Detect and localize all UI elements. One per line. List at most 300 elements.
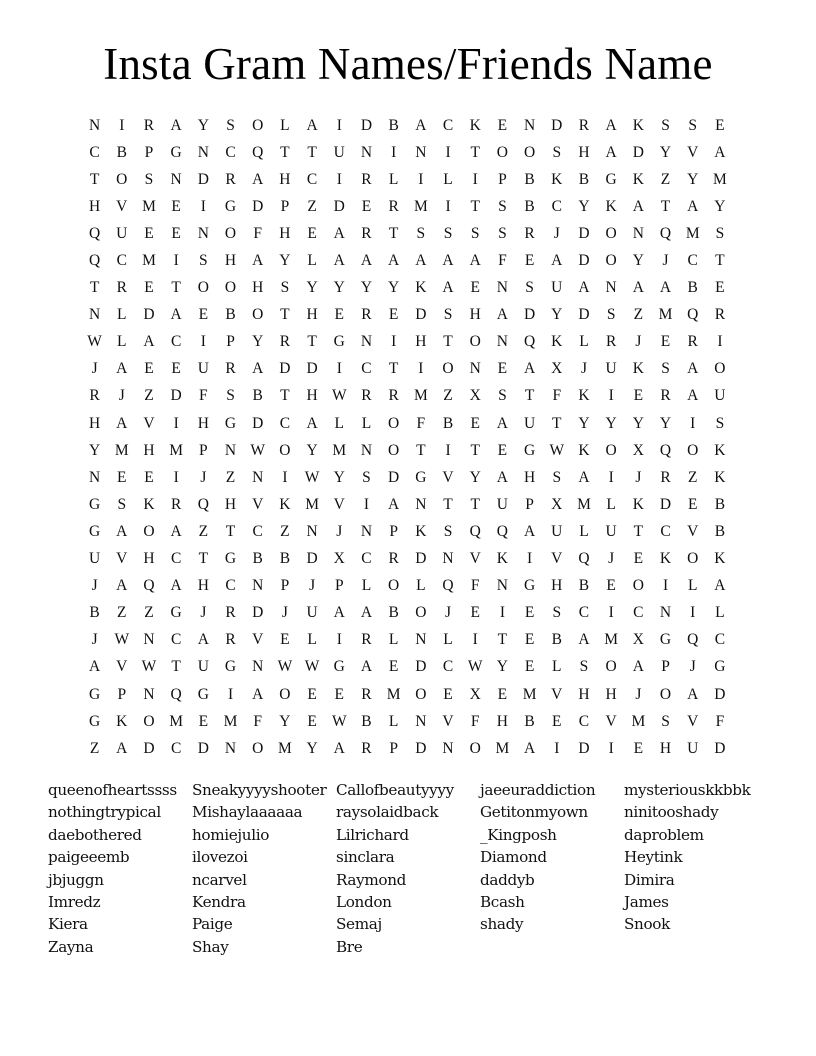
grid-letter[interactable]: G xyxy=(224,658,237,676)
grid-letter[interactable]: L xyxy=(443,631,453,649)
grid-letter[interactable]: T xyxy=(280,143,290,161)
grid-letter[interactable]: C xyxy=(361,550,372,568)
grid-letter[interactable]: R xyxy=(225,604,236,622)
grid-letter[interactable]: G xyxy=(605,170,617,188)
grid-letter[interactable]: S xyxy=(362,468,371,486)
grid-letter[interactable]: D xyxy=(197,739,209,757)
grid-letter[interactable]: V xyxy=(442,712,454,730)
grid-letter[interactable]: I xyxy=(527,550,533,568)
grid-letter[interactable]: E xyxy=(470,604,480,622)
grid-letter[interactable]: Y xyxy=(687,170,699,188)
grid-letter[interactable]: R xyxy=(660,387,671,405)
grid-letter[interactable]: I xyxy=(336,631,342,649)
grid-letter[interactable]: C xyxy=(442,658,454,676)
grid-letter[interactable]: E xyxy=(687,495,698,513)
grid-letter[interactable]: G xyxy=(88,712,101,730)
grid-letter[interactable]: I xyxy=(690,414,696,432)
grid-letter[interactable]: K xyxy=(714,441,726,459)
grid-letter[interactable]: B xyxy=(551,631,562,649)
grid-letter[interactable]: R xyxy=(388,197,399,215)
grid-letter[interactable]: K xyxy=(143,495,155,513)
grid-letter[interactable]: S xyxy=(117,495,127,513)
grid-letter[interactable]: H xyxy=(605,685,617,703)
grid-letter[interactable]: N xyxy=(88,306,101,324)
grid-letter[interactable]: V xyxy=(551,685,563,703)
grid-letter[interactable]: C xyxy=(306,170,318,188)
grid-letter[interactable]: I xyxy=(608,387,614,405)
grid-letter[interactable]: O xyxy=(659,685,672,703)
grid-letter[interactable]: J xyxy=(309,577,316,595)
grid-letter[interactable]: Y xyxy=(306,441,318,459)
grid-letter[interactable]: N xyxy=(496,279,508,297)
grid-letter[interactable]: U xyxy=(551,522,563,540)
grid-letter[interactable]: Y xyxy=(659,143,672,161)
grid-letter[interactable]: N xyxy=(415,712,427,730)
grid-letter[interactable]: J xyxy=(635,333,642,351)
grid-letter[interactable]: S xyxy=(199,252,208,270)
grid-letter[interactable]: S xyxy=(226,116,235,134)
grid-letter[interactable]: A xyxy=(306,414,318,432)
grid-letter[interactable]: H xyxy=(143,441,155,459)
grid-letter[interactable]: F xyxy=(470,577,480,595)
grid-letter[interactable]: E xyxy=(524,604,535,622)
grid-letter[interactable]: W xyxy=(549,441,565,459)
grid-letter[interactable]: O xyxy=(605,441,617,459)
grid-letter[interactable]: E xyxy=(307,224,317,242)
grid-letter[interactable]: U xyxy=(714,387,726,405)
grid-letter[interactable]: J xyxy=(689,658,696,676)
grid-letter[interactable]: A xyxy=(170,522,182,540)
grid-letter[interactable]: Z xyxy=(443,387,453,405)
grid-letter[interactable]: E xyxy=(524,252,535,270)
grid-letter[interactable]: L xyxy=(552,658,562,676)
grid-letter[interactable]: O xyxy=(632,577,644,595)
grid-letter[interactable]: A xyxy=(116,522,128,540)
grid-letter[interactable]: I xyxy=(119,116,125,134)
grid-letter[interactable]: N xyxy=(442,739,454,757)
grid-letter[interactable]: T xyxy=(524,387,535,405)
grid-letter[interactable]: L xyxy=(606,495,616,513)
grid-letter[interactable]: O xyxy=(605,252,617,270)
grid-letter[interactable]: A xyxy=(116,360,128,378)
grid-letter[interactable]: I xyxy=(336,116,342,134)
grid-letter[interactable]: R xyxy=(225,360,236,378)
grid-letter[interactable]: X xyxy=(469,387,481,405)
grid-letter[interactable]: C xyxy=(225,143,236,161)
grid-letter[interactable]: C xyxy=(442,116,454,134)
grid-letter[interactable]: Z xyxy=(225,468,236,486)
grid-letter[interactable]: E xyxy=(497,360,508,378)
grid-letter[interactable]: B xyxy=(116,143,127,161)
grid-letter[interactable]: R xyxy=(116,279,127,297)
grid-letter[interactable]: E xyxy=(606,577,616,595)
grid-letter[interactable]: A xyxy=(687,360,699,378)
grid-letter[interactable]: L xyxy=(388,631,399,649)
grid-letter[interactable]: V xyxy=(143,414,155,432)
grid-letter[interactable]: I xyxy=(608,468,614,486)
grid-letter[interactable]: F xyxy=(498,252,507,270)
grid-letter[interactable]: A xyxy=(442,279,454,297)
grid-letter[interactable]: Y xyxy=(714,197,726,215)
grid-letter[interactable]: Y xyxy=(197,116,209,134)
grid-letter[interactable]: N xyxy=(306,522,318,540)
grid-letter[interactable]: A xyxy=(605,116,617,134)
grid-letter[interactable]: P xyxy=(334,577,344,595)
grid-letter[interactable]: I xyxy=(717,333,723,351)
grid-letter[interactable]: N xyxy=(252,468,264,486)
grid-letter[interactable]: K xyxy=(632,170,644,188)
grid-letter[interactable]: C xyxy=(170,739,182,757)
grid-letter[interactable]: A xyxy=(523,360,536,378)
grid-letter[interactable]: U xyxy=(496,495,508,513)
grid-letter[interactable]: Q xyxy=(687,306,699,324)
grid-letter[interactable]: V xyxy=(333,495,345,513)
grid-letter[interactable]: O xyxy=(388,577,400,595)
grid-letter[interactable]: P xyxy=(389,739,398,757)
grid-letter[interactable]: E xyxy=(470,279,480,297)
grid-letter[interactable]: K xyxy=(632,495,644,513)
grid-letter[interactable]: Z xyxy=(198,522,209,540)
grid-letter[interactable]: L xyxy=(280,116,290,134)
grid-letter[interactable]: M xyxy=(278,739,292,757)
grid-letter[interactable]: J xyxy=(91,360,98,378)
grid-letter[interactable]: I xyxy=(173,252,179,270)
grid-letter[interactable]: E xyxy=(334,685,345,703)
grid-letter[interactable]: H xyxy=(197,577,209,595)
grid-letter[interactable]: B xyxy=(714,522,726,540)
grid-letter[interactable]: Q xyxy=(170,685,182,703)
grid-letter[interactable]: R xyxy=(388,550,399,568)
grid-letter[interactable]: K xyxy=(605,197,617,215)
grid-letter[interactable]: Z xyxy=(89,739,100,757)
grid-letter[interactable]: D xyxy=(143,739,155,757)
grid-letter[interactable]: O xyxy=(442,360,454,378)
grid-letter[interactable]: Q xyxy=(687,631,699,649)
grid-letter[interactable]: I xyxy=(391,143,397,161)
grid-letter[interactable]: S xyxy=(280,279,290,297)
grid-letter[interactable]: C xyxy=(633,604,644,622)
grid-letter[interactable]: E xyxy=(198,712,209,730)
grid-letter[interactable]: N xyxy=(252,658,264,676)
grid-letter[interactable]: D xyxy=(714,739,726,757)
grid-letter[interactable]: E xyxy=(524,658,535,676)
grid-letter[interactable]: I xyxy=(472,631,478,649)
grid-letter[interactable]: O xyxy=(714,360,726,378)
grid-letter[interactable]: B xyxy=(252,387,263,405)
grid-letter[interactable]: M xyxy=(685,224,700,242)
grid-letter[interactable]: A xyxy=(687,197,699,215)
grid-letter[interactable]: C xyxy=(279,414,291,432)
grid-letter[interactable]: U xyxy=(551,279,563,297)
grid-letter[interactable]: F xyxy=(470,712,480,730)
grid-letter[interactable]: D xyxy=(578,306,590,324)
grid-letter[interactable]: G xyxy=(523,577,536,595)
grid-letter[interactable]: K xyxy=(415,279,427,297)
grid-letter[interactable]: Z xyxy=(144,387,154,405)
grid-letter[interactable]: T xyxy=(470,441,480,459)
grid-letter[interactable]: V xyxy=(687,712,699,730)
grid-letter[interactable]: T xyxy=(307,333,317,351)
grid-letter[interactable]: J xyxy=(91,577,98,595)
grid-letter[interactable]: H xyxy=(279,170,291,188)
grid-letter[interactable]: Q xyxy=(578,550,590,568)
grid-letter[interactable]: W xyxy=(331,712,347,730)
grid-letter[interactable]: U xyxy=(605,522,617,540)
grid-letter[interactable]: K xyxy=(551,333,563,351)
grid-letter[interactable]: D xyxy=(578,739,590,757)
grid-letter[interactable]: N xyxy=(224,739,237,757)
grid-letter[interactable]: H xyxy=(659,739,672,757)
grid-letter[interactable]: T xyxy=(280,306,290,324)
grid-letter[interactable]: B xyxy=(524,197,535,215)
grid-letter[interactable]: R xyxy=(687,333,698,351)
grid-letter[interactable]: S xyxy=(226,387,235,405)
grid-letter[interactable]: I xyxy=(282,468,288,486)
grid-letter[interactable]: I xyxy=(227,685,234,703)
grid-letter[interactable]: S xyxy=(470,224,480,242)
grid-letter[interactable]: M xyxy=(169,441,184,459)
grid-letter[interactable]: M xyxy=(577,495,591,513)
grid-letter[interactable]: M xyxy=(604,631,619,649)
grid-letter[interactable]: T xyxy=(89,170,100,188)
grid-letter[interactable]: L xyxy=(361,577,372,595)
grid-letter[interactable]: C xyxy=(170,631,182,649)
grid-letter[interactable]: D xyxy=(197,170,209,188)
grid-letter[interactable]: I xyxy=(363,495,370,513)
grid-letter[interactable]: P xyxy=(144,143,154,161)
grid-letter[interactable]: M xyxy=(169,712,184,730)
grid-letter[interactable]: Y xyxy=(306,279,318,297)
grid-letter[interactable]: I xyxy=(173,414,179,432)
grid-letter[interactable]: O xyxy=(279,685,291,703)
grid-letter[interactable]: K xyxy=(415,522,427,540)
grid-letter[interactable]: E xyxy=(524,631,535,649)
grid-letter[interactable]: S xyxy=(661,116,670,134)
grid-letter[interactable]: S xyxy=(416,224,426,242)
grid-letter[interactable]: B xyxy=(578,170,590,188)
grid-letter[interactable]: N xyxy=(252,577,264,595)
grid-letter[interactable]: V xyxy=(687,522,699,540)
grid-letter[interactable]: N xyxy=(170,170,182,188)
grid-letter[interactable]: T xyxy=(171,279,181,297)
grid-letter[interactable]: C xyxy=(551,197,562,215)
grid-letter[interactable]: I xyxy=(445,143,451,161)
grid-letter[interactable]: C xyxy=(252,522,263,540)
grid-letter[interactable]: M xyxy=(332,441,347,459)
grid-letter[interactable]: A xyxy=(252,252,264,270)
grid-letter[interactable]: Q xyxy=(469,522,481,540)
grid-letter[interactable]: Z xyxy=(660,170,671,188)
grid-letter[interactable]: Z xyxy=(633,306,644,324)
grid-letter[interactable]: N xyxy=(632,224,644,242)
grid-letter[interactable]: E xyxy=(171,197,181,215)
grid-letter[interactable]: C xyxy=(660,522,671,540)
grid-letter[interactable]: O xyxy=(197,279,209,297)
grid-letter[interactable]: U xyxy=(687,739,699,757)
grid-letter[interactable]: B xyxy=(361,712,372,730)
grid-letter[interactable]: T xyxy=(89,279,100,297)
grid-letter[interactable]: N xyxy=(143,631,155,649)
grid-letter[interactable]: J xyxy=(200,468,207,486)
grid-letter[interactable]: K xyxy=(279,495,291,513)
grid-letter[interactable]: D xyxy=(306,550,318,568)
grid-letter[interactable]: H xyxy=(306,387,318,405)
grid-letter[interactable]: V xyxy=(116,658,128,676)
grid-letter[interactable]: I xyxy=(418,360,424,378)
grid-letter[interactable]: H xyxy=(496,712,508,730)
grid-letter[interactable]: A xyxy=(197,631,209,649)
grid-letter[interactable]: W xyxy=(141,658,157,676)
grid-letter[interactable]: I xyxy=(554,739,560,757)
grid-letter[interactable]: P xyxy=(226,333,235,351)
grid-letter[interactable]: A xyxy=(632,197,644,215)
grid-letter[interactable]: A xyxy=(551,252,563,270)
grid-letter[interactable]: H xyxy=(523,468,536,486)
grid-letter[interactable]: Q xyxy=(88,224,101,242)
grid-letter[interactable]: E xyxy=(443,685,453,703)
grid-letter[interactable]: P xyxy=(661,658,670,676)
grid-letter[interactable]: C xyxy=(578,604,590,622)
grid-letter[interactable]: T xyxy=(388,224,399,242)
grid-letter[interactable]: K xyxy=(578,441,590,459)
grid-letter[interactable]: E xyxy=(144,224,154,242)
grid-letter[interactable]: J xyxy=(200,604,207,622)
grid-letter[interactable]: D xyxy=(415,306,427,324)
grid-letter[interactable]: S xyxy=(579,658,589,676)
grid-letter[interactable]: T xyxy=(307,143,317,161)
grid-letter[interactable]: J xyxy=(118,387,125,405)
grid-letter[interactable]: K xyxy=(116,712,128,730)
grid-letter[interactable]: H xyxy=(197,414,209,432)
grid-letter[interactable]: I xyxy=(445,197,451,215)
grid-letter[interactable]: D xyxy=(415,739,427,757)
grid-letter[interactable]: Y xyxy=(632,414,644,432)
grid-letter[interactable]: K xyxy=(659,550,672,568)
grid-letter[interactable]: H xyxy=(469,306,481,324)
grid-letter[interactable]: N xyxy=(415,631,427,649)
grid-letter[interactable]: E xyxy=(117,468,127,486)
grid-letter[interactable]: B xyxy=(578,577,590,595)
grid-letter[interactable]: I xyxy=(662,577,669,595)
grid-letter[interactable]: W xyxy=(304,468,320,486)
grid-letter[interactable]: B xyxy=(388,116,399,134)
grid-letter[interactable]: S xyxy=(552,468,562,486)
grid-letter[interactable]: E xyxy=(660,333,671,351)
grid-letter[interactable]: C xyxy=(578,712,590,730)
grid-letter[interactable]: Q xyxy=(523,333,536,351)
grid-letter[interactable]: A xyxy=(333,224,345,242)
grid-letter[interactable]: W xyxy=(250,441,266,459)
grid-letter[interactable]: I xyxy=(445,441,451,459)
grid-letter[interactable]: S xyxy=(498,387,507,405)
grid-letter[interactable]: F xyxy=(552,387,562,405)
grid-letter[interactable]: E xyxy=(280,631,290,649)
grid-letter[interactable]: S xyxy=(606,306,616,324)
grid-letter[interactable]: D xyxy=(551,116,563,134)
grid-letter[interactable]: A xyxy=(415,116,427,134)
grid-letter[interactable]: Y xyxy=(605,414,617,432)
grid-letter[interactable]: A xyxy=(523,739,536,757)
grid-letter[interactable]: U xyxy=(116,224,128,242)
grid-letter[interactable]: G xyxy=(224,197,237,215)
grid-letter[interactable]: W xyxy=(114,631,130,649)
grid-letter[interactable]: O xyxy=(469,333,481,351)
grid-letter[interactable]: X xyxy=(632,441,644,459)
grid-letter[interactable]: A xyxy=(632,279,644,297)
grid-letter[interactable]: K xyxy=(632,360,644,378)
grid-letter[interactable]: L xyxy=(388,712,399,730)
grid-letter[interactable]: I xyxy=(608,604,614,622)
grid-letter[interactable]: Y xyxy=(659,414,672,432)
grid-letter[interactable]: Q xyxy=(252,143,264,161)
grid-letter[interactable]: S xyxy=(661,360,670,378)
grid-letter[interactable]: N xyxy=(143,685,155,703)
grid-letter[interactable]: L xyxy=(579,522,589,540)
grid-letter[interactable]: K xyxy=(714,468,726,486)
grid-letter[interactable]: D xyxy=(415,658,427,676)
grid-letter[interactable]: H xyxy=(143,550,155,568)
grid-letter[interactable]: A xyxy=(360,252,373,270)
grid-letter[interactable]: J xyxy=(580,360,587,378)
grid-letter[interactable]: L xyxy=(334,414,345,432)
grid-letter[interactable]: A xyxy=(578,468,590,486)
grid-letter[interactable]: N xyxy=(360,333,373,351)
grid-letter[interactable]: L xyxy=(579,333,589,351)
grid-letter[interactable]: C xyxy=(170,333,182,351)
grid-letter[interactable]: O xyxy=(279,441,291,459)
grid-letter[interactable]: E xyxy=(552,712,562,730)
grid-letter[interactable]: T xyxy=(633,522,644,540)
grid-letter[interactable]: J xyxy=(91,631,98,649)
grid-letter[interactable]: Y xyxy=(252,333,264,351)
grid-letter[interactable]: Z xyxy=(687,468,698,486)
grid-letter[interactable]: Y xyxy=(578,197,590,215)
grid-letter[interactable]: N xyxy=(224,441,237,459)
grid-letter[interactable]: E xyxy=(171,360,181,378)
grid-letter[interactable]: H xyxy=(578,685,590,703)
grid-letter[interactable]: L xyxy=(307,631,317,649)
grid-letter[interactable]: N xyxy=(360,441,373,459)
grid-letter[interactable]: M xyxy=(305,495,319,513)
grid-letter[interactable]: O xyxy=(388,441,400,459)
grid-letter[interactable]: K xyxy=(469,116,481,134)
grid-letter[interactable]: A xyxy=(170,577,182,595)
grid-letter[interactable]: E xyxy=(198,306,209,324)
grid-letter[interactable]: M xyxy=(631,712,646,730)
grid-letter[interactable]: C xyxy=(361,360,372,378)
grid-letter[interactable]: C xyxy=(116,252,127,270)
grid-letter[interactable]: K xyxy=(714,550,726,568)
grid-letter[interactable]: Y xyxy=(88,441,101,459)
grid-letter[interactable]: T xyxy=(660,197,671,215)
grid-letter[interactable]: G xyxy=(224,550,237,568)
grid-letter[interactable]: Y xyxy=(578,414,590,432)
grid-letter[interactable]: F xyxy=(253,224,263,242)
grid-letter[interactable]: D xyxy=(632,143,644,161)
grid-letter[interactable]: M xyxy=(142,197,156,215)
grid-letter[interactable]: D xyxy=(415,550,427,568)
grid-letter[interactable]: Q xyxy=(496,522,508,540)
grid-letter[interactable]: B xyxy=(524,170,535,188)
grid-letter[interactable]: E xyxy=(171,224,181,242)
grid-letter[interactable]: R xyxy=(605,333,617,351)
grid-letter[interactable]: D xyxy=(714,685,726,703)
grid-letter[interactable]: D xyxy=(388,468,400,486)
grid-letter[interactable]: S xyxy=(525,279,534,297)
grid-letter[interactable]: D xyxy=(578,224,590,242)
grid-letter[interactable]: M xyxy=(658,306,673,324)
grid-letter[interactable]: A xyxy=(333,252,345,270)
